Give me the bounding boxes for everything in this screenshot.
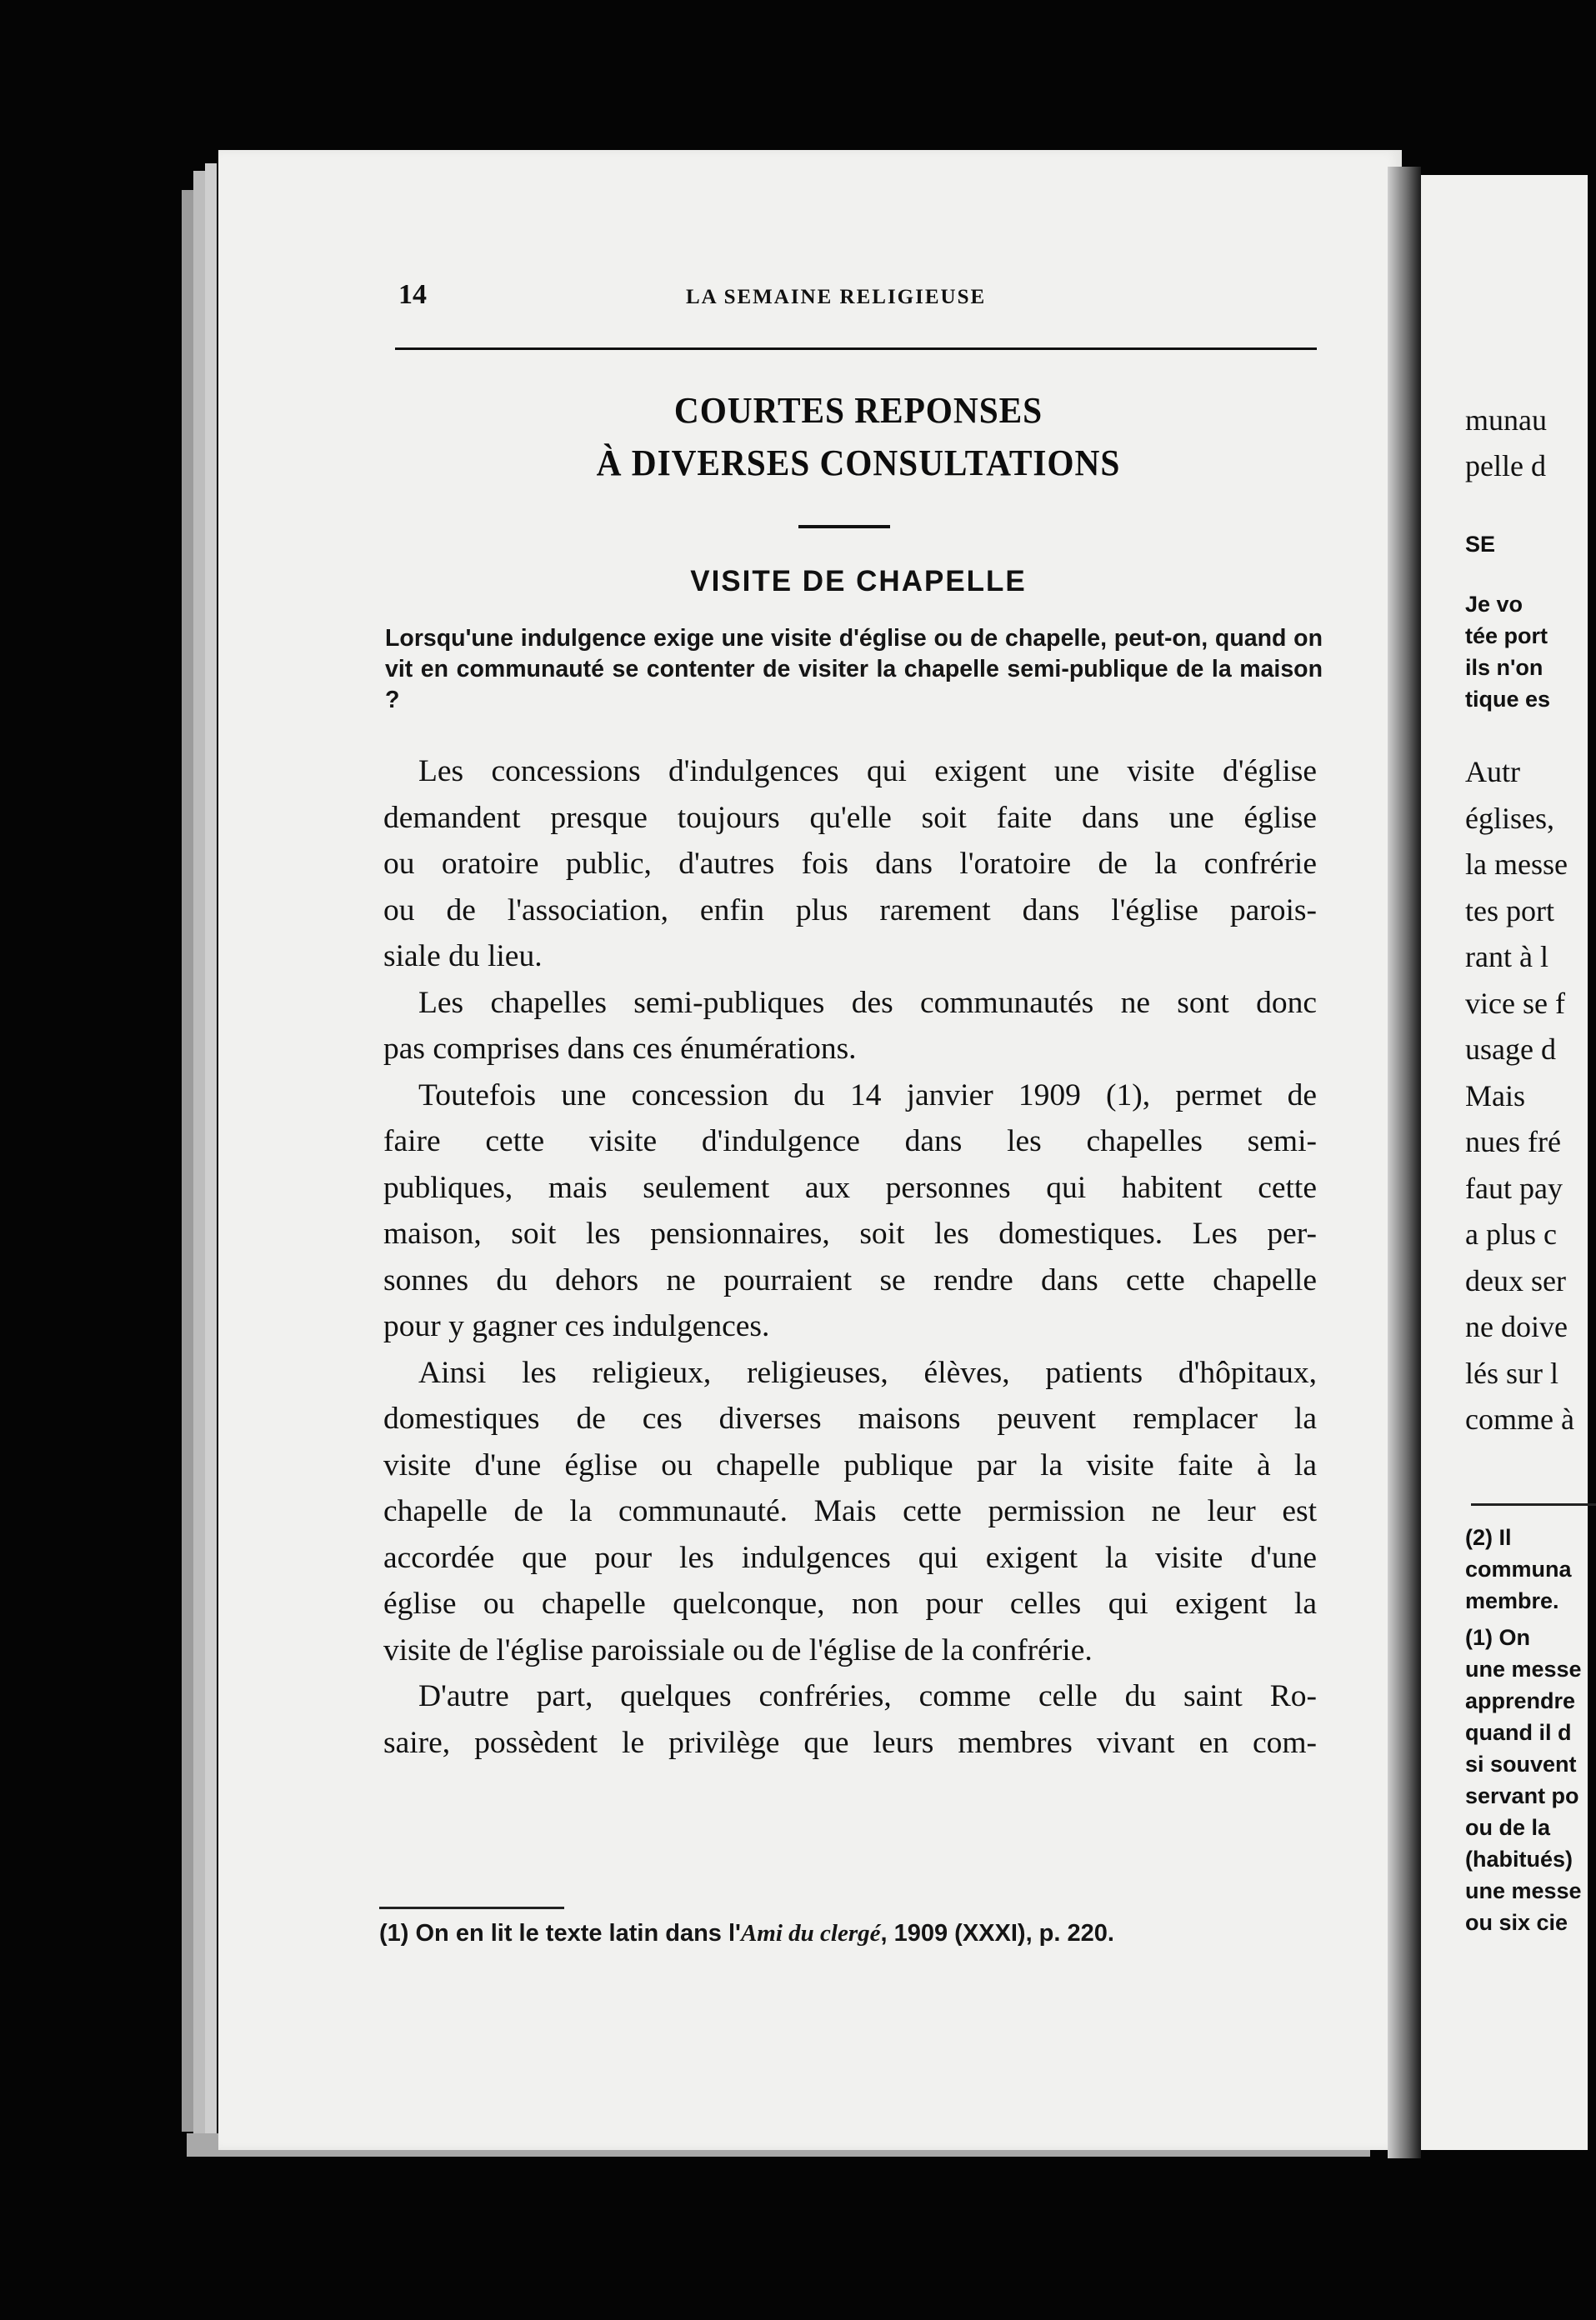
body-line: ou oratoire public, d'autres fois dans l'oratoire de la confrérie [383,847,1317,881]
body-line: sonnes du dehors ne pourraient se rendre dans cette chapelle [383,1262,1317,1298]
right-page-fragment: nues fré [1465,1125,1561,1158]
right-page-fragment: communa [1465,1557,1572,1582]
question-text: Lorsqu'une indulgence exige une visite d'église ou de chapelle, peut-on, quand on vit en communauté se contenter de visiter la chapelle semi-publique de la maison ? [385,625,1323,713]
footnote-rule [379,1907,564,1909]
body-line: Ainsi les religieux, religieuses, élèves, patients d'hôpitaux, [418,1355,1317,1390]
body-paragraph [383,980,1317,1072]
right-page-fragment: (2) Il [1465,1525,1512,1550]
right-page-fragment: Autr [1465,755,1520,788]
body-line: domestiques de ces diverses maisons peuvent remplacer la [383,1402,1317,1436]
right-page-fragment: ne doive [1465,1310,1568,1343]
body-line: faire cette visite d'indulgence dans les chapelles semi- [383,1124,1317,1158]
right-page-fragment: une messe [1465,1878,1582,1903]
article-title-line-1: COURTES REPONSES [673,390,1043,431]
right-page-fragment: la messe [1465,848,1568,881]
footnote-text: (1) On en lit le texte latin dans l' [379,1920,741,1947]
right-page-fragment: ou six cie [1465,1910,1568,1935]
body-line: chapelle de la communauté. Mais cette permission ne leur est [383,1494,1317,1528]
right-page-footnote-rule [1471,1503,1596,1506]
right-page-fragment: servant po [1465,1783,1579,1808]
body-line: D'autre part, quelques confréries, comme celle du saint Ro- [418,1679,1317,1713]
body-line: Les chapelles semi-publiques des communautés ne sont donc [418,985,1317,1020]
right-page-fragment: églises, [1465,801,1554,835]
body-paragraph [383,748,1317,980]
footnote [379,1917,1317,1950]
right-page-fragment: Mais [1465,1078,1525,1112]
page-stack-edge [182,190,193,2132]
right-page-fragment: tée port [1465,623,1548,648]
right-page-fragment: comme à [1465,1402,1574,1436]
right-page-fragment: a plus c [1465,1218,1557,1251]
right-page-fragment: si souvent [1465,1752,1577,1777]
right-page-fragment: lés sur l [1465,1356,1558,1390]
right-page-fragment: usage d [1465,1032,1556,1066]
body-line: saire, possèdent le privilège que leurs membres vivant en com- [383,1725,1317,1760]
body-line: église ou chapelle quelconque, non pour celles qui exigent la [383,1587,1317,1621]
right-page-fragment: apprendre [1465,1688,1576,1713]
right-page-fragment: tique es [1465,687,1551,712]
body-line: pas comprises dans ces énumérations. [383,1032,857,1066]
body-line: Toutefois une concession du 14 janvier 1909 (1), permet de [418,1078,1317,1112]
body-paragraph [383,1673,1317,1766]
article-title-line-2: À DIVERSES CONSULTATIONS [596,442,1121,483]
right-page-fragment: vice se f [1465,986,1565,1020]
body-line: maison, soit les pensionnaires, soit les domestiques. Les per- [383,1217,1317,1251]
section-title: VISITE DE CHAPELLE [690,565,1027,598]
body-line: pour y gagner ces indulgences. [383,1309,770,1343]
right-page-fragment: Je vo [1465,592,1523,617]
footnote-text-end: , 1909 (XXXI), p. 220. [880,1920,1114,1947]
body-line: publiques, mais seulement aux personnes qui habitent cette [383,1170,1317,1205]
right-page-fragment: SE [1465,532,1496,557]
body-line: Les concessions d'indulgences qui exigent une visite d'église [418,754,1317,788]
right-page-fragment: ils n'on [1465,655,1543,680]
right-page-fragment: (habitués) [1465,1847,1573,1872]
journal-title: LA SEMAINE RELIGIEUSE [686,286,987,308]
right-page-fragment: munau [1465,403,1547,437]
body-line: ou de l'association, enfin plus rarement dans l'église parois- [383,892,1317,928]
page-stack-edge [205,163,217,2155]
right-page-fragment: quand il d [1465,1720,1572,1745]
body-paragraph [383,1072,1317,1350]
running-head [398,279,1315,312]
footnote-journal-title: Ami du clergé [740,1920,881,1947]
body-line: siale du lieu. [383,939,543,973]
right-page-fragment: pelle d [1465,449,1546,482]
right-page-fragment: ou de la [1465,1815,1551,1840]
body-line: visite d'une église ou chapelle publique par la visite faite à la [383,1448,1317,1482]
body-line: accordée que pour les indulgences qui exigent la visite d'une [383,1540,1317,1575]
page-stack-edge [193,171,205,2150]
right-page-fragment: rant à l [1465,940,1548,973]
right-page-fragment: (1) On [1465,1625,1530,1650]
header-rule [395,348,1317,350]
right-page-fragment: deux ser [1465,1263,1566,1298]
right-page-fragment: membre. [1465,1588,1559,1613]
body-line: demandent presque toujours qu'elle soit faite dans une église [383,800,1317,835]
book-gutter [1388,167,1421,2158]
right-page-fragment: tes port [1465,893,1554,928]
article-body [383,748,1317,1766]
body-paragraph [383,1350,1317,1674]
right-page-fragment: faut pay [1465,1171,1563,1205]
right-page-fragment: une messe [1465,1657,1582,1682]
page-number: 14 [398,279,427,310]
title-divider [798,525,890,528]
body-line: visite de l'église paroissiale ou de l'église de la confrérie. [383,1632,1093,1668]
